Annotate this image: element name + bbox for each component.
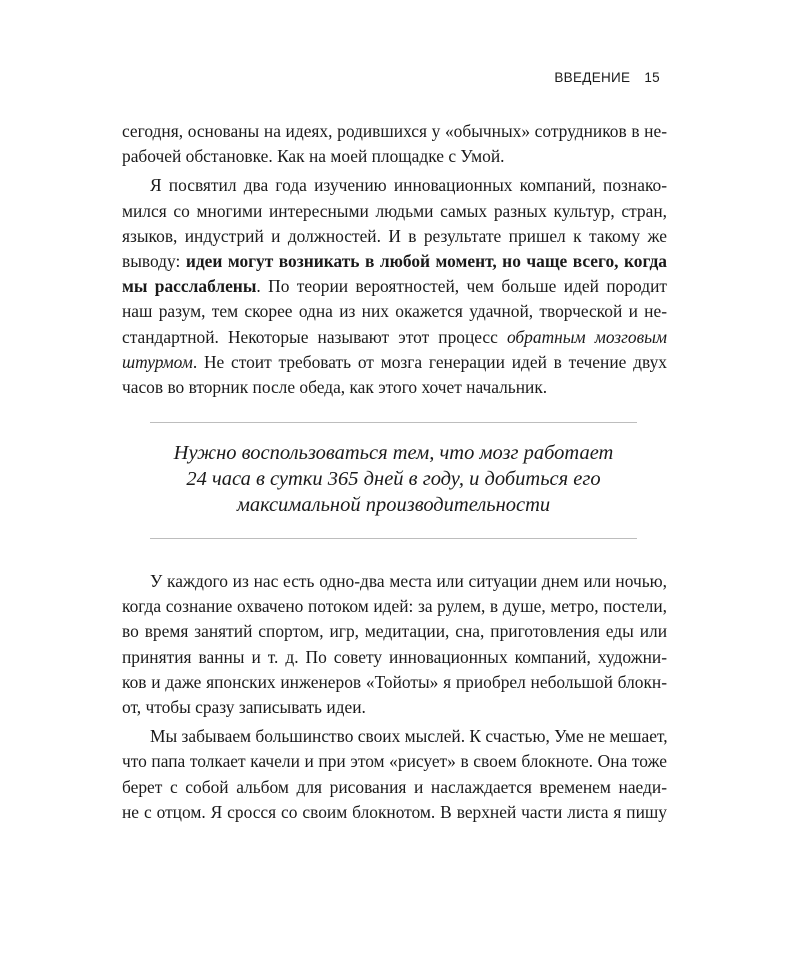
text-line: не с отцом. Я сросся со своим блокнотом. В верхней части листа я пишу [122, 801, 667, 822]
pull-quote-divider-top [150, 422, 637, 423]
running-head [554, 70, 660, 85]
body-text-top [122, 119, 667, 400]
text-line: рабочей обстановке. Как на моей площадке с Умой. [122, 146, 505, 167]
text-run: . Не стоит требовать от мозга генерации идей в течение двух [192, 351, 667, 372]
text-line: ков и даже японских инженеров «Тойоты» я приобрел небольшой блокн- [122, 671, 667, 692]
paragraph-3 [122, 569, 667, 720]
text-line: наш разум, тем скорее одна из них окажется удачной, творческой и не- [122, 301, 667, 322]
text-line: во время занятий спортом, игр, медитации, сна, приготовления еды или [122, 621, 667, 642]
text-run: выводу: [122, 251, 186, 272]
text-line: Я посвятил два года изучению инновационных компаний, познако- [150, 175, 667, 196]
pull-quote-divider-bottom [150, 538, 637, 539]
section-title: ВВЕДЕНИЕ [554, 70, 631, 85]
text-line: сегодня, основаны на идеях, родившихся у «обычных» сотрудников в не- [122, 121, 667, 141]
text-line: Мы забываем большинство своих мыслей. К счастью, Уме не мешает, [150, 726, 668, 747]
emphasis-italic: штурмом [122, 351, 193, 372]
emphasis-bold: мы расслаблены [122, 276, 257, 297]
text-line [122, 274, 667, 299]
text-line: что папа толкает качели и при этом «рисует» в своем блокноте. Она тоже [122, 751, 667, 772]
text-line: часов во вторник после обеда, как этого хочет начальник. [122, 377, 548, 398]
text-line: мился со многими интересными людьми самых разных культур, стран, [122, 200, 667, 221]
pull-quote-line: Нужно воспользоваться тем, что мозг работает [173, 442, 614, 464]
text-line: от, чтобы сразу записывать идеи. [122, 697, 366, 718]
pull-quote-line: максимальной производительности [236, 494, 551, 516]
emphasis-bold: идеи могут возникать в любой момент, но чаще всего, когда [185, 251, 667, 272]
text-line: когда сознание охвачено потоком идей: за рулем, в душе, метро, постели, [122, 596, 667, 617]
text-run: . По теории вероятностей, чем больше идей породит [256, 276, 667, 297]
text-line: У каждого из нас есть одно-два места или ситуации днем или ночью, [150, 571, 667, 591]
paragraph-4 [122, 724, 667, 825]
paragraph-2 [122, 173, 667, 400]
text-line [122, 249, 667, 274]
body-text-bottom [122, 569, 667, 825]
text-run: стандартной. Некоторые называют этот процесс [122, 326, 507, 347]
pull-quote-line: 24 часа в сутки 365 дней в году, и добиться его [186, 468, 601, 490]
text-line: языков, индустрий и должностей. И в результате пришел к такому же [122, 225, 667, 246]
text-line: берет с собой альбом для рисования и наслаждается временем наеди- [122, 776, 667, 797]
text-line [122, 325, 667, 350]
page-number: 15 [644, 70, 660, 85]
emphasis-italic: обратным мозговым [506, 326, 667, 347]
paragraph-1 [122, 119, 667, 169]
text-line: принятия ванны и т. д. По совету инновационных компаний, художни- [122, 646, 667, 667]
text-line [122, 350, 667, 375]
pull-quote [150, 440, 637, 518]
